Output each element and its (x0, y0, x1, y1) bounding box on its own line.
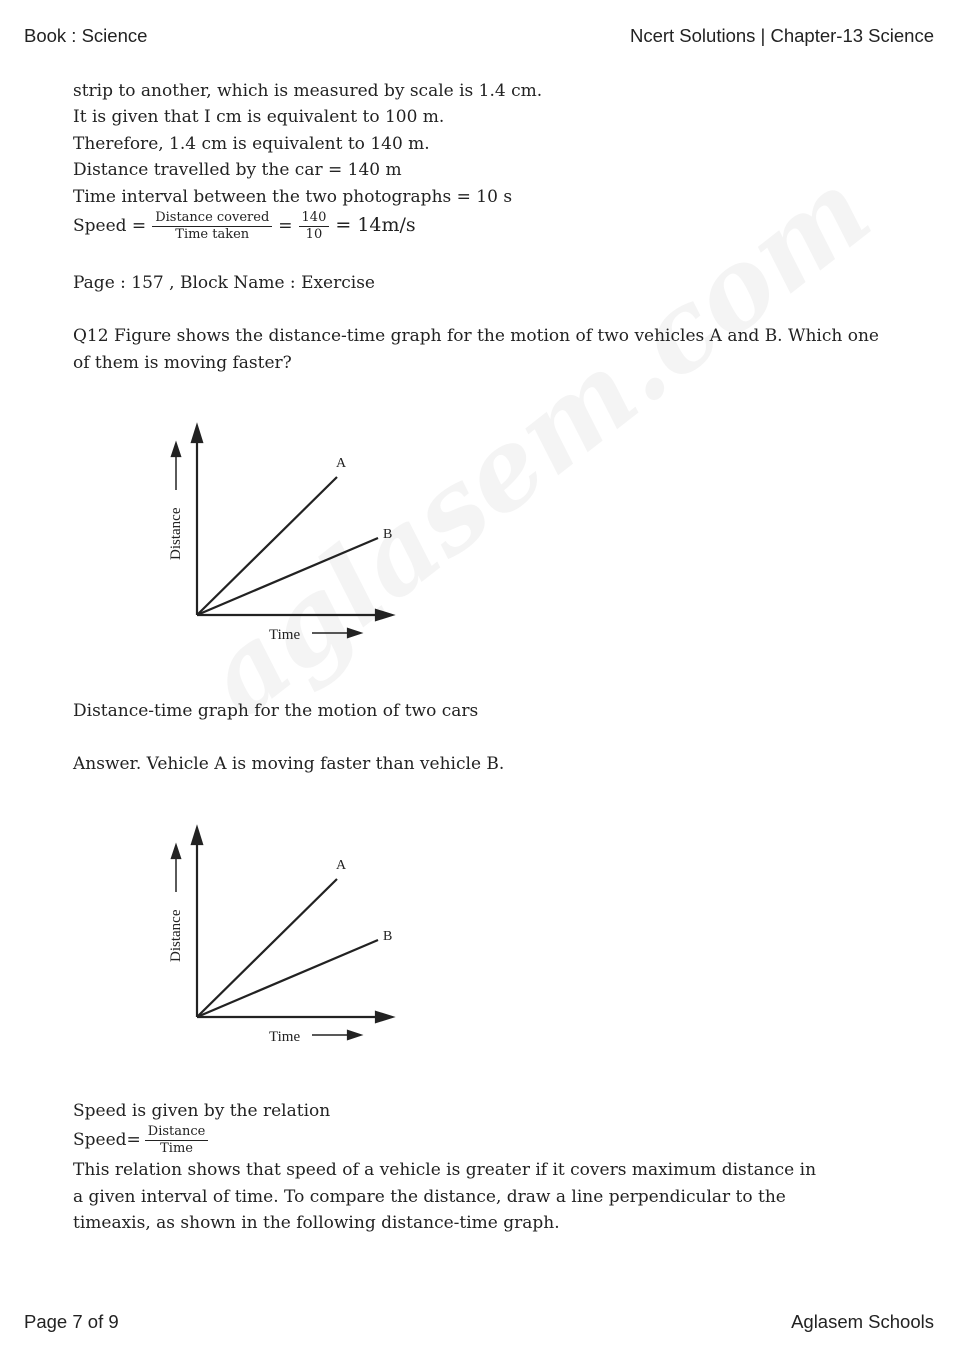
explanation-line: timeaxis, as shown in the following distance-time graph. (73, 1213, 560, 1233)
line-a (197, 477, 337, 615)
line-a (197, 879, 337, 1017)
label-b: B (383, 527, 393, 542)
footer-page-number: Page 7 of 9 (24, 1311, 119, 1332)
time-arrow-head (348, 1031, 360, 1039)
denominator: Time (160, 1141, 193, 1156)
fraction (145, 1124, 209, 1157)
body-line: Time interval between the two photographs = 10 s (73, 187, 513, 207)
x-axis-label: Time (269, 627, 301, 643)
speed-formula (73, 207, 416, 244)
body-line: strip to another, which is measured by scale is 1.4 cm. (73, 81, 543, 101)
distance-arrow-head (172, 444, 180, 456)
fraction (299, 210, 330, 243)
time-arrow-head (348, 629, 360, 637)
body-line: Therefore, 1.4 cm is equivalent to 140 m. (73, 134, 430, 154)
y-axis-label: Distance (168, 507, 184, 560)
label-a: A (336, 858, 347, 873)
formula-lhs: Speed= (73, 1130, 141, 1150)
figure-caption: Distance-time graph for the motion of two cars (73, 701, 479, 721)
distance-time-graph-2 (150, 822, 410, 1052)
body-line: Distance travelled by the car = 140 m (73, 160, 402, 180)
x-axis-label: Time (269, 1029, 301, 1045)
body-line: It is given that I cm is equivalent to 100 m. (73, 107, 445, 127)
formula-result: = 14m/s (335, 214, 416, 236)
distance-arrow-head (172, 846, 180, 858)
label-a: A (336, 456, 347, 471)
distance-time-graph (150, 420, 410, 650)
y-axis-arrow (192, 828, 202, 844)
denominator: Time taken (175, 227, 250, 242)
relation-formula (73, 1122, 214, 1158)
numerator: 140 (299, 210, 330, 227)
footer-publisher: Aglasem Schools (791, 1311, 934, 1332)
x-axis-arrow (376, 1012, 392, 1022)
line-b (197, 538, 378, 615)
x-axis-arrow (376, 610, 392, 620)
equals: = (278, 216, 293, 236)
answer: Answer. Vehicle A is moving faster than vehicle B. (73, 754, 505, 774)
question-line: of them is moving faster? (73, 353, 292, 373)
y-axis-arrow (192, 426, 202, 442)
fraction (152, 210, 272, 243)
relation-intro: Speed is given by the relation (73, 1101, 331, 1121)
line-b (197, 940, 378, 1017)
label-b: B (383, 929, 393, 944)
numerator: Distance (145, 1124, 209, 1141)
explanation-line: This relation shows that speed of a vehicle is greater if it covers maximum distance in (73, 1160, 817, 1180)
page-reference: Page : 157 , Block Name : Exercise (73, 273, 375, 293)
header-chapter: Ncert Solutions | Chapter-13 Science (629, 25, 934, 46)
formula-lhs: Speed = (73, 216, 147, 236)
question-line: Q12 Figure shows the distance-time graph for the motion of two vehicles A and B. Which one (73, 326, 879, 346)
explanation-line: a given interval of time. To compare the distance, draw a line perpendicular to the (73, 1187, 786, 1207)
denominator: 10 (305, 227, 323, 242)
header-book: Book : Science (24, 25, 148, 46)
y-axis-label: Distance (168, 909, 184, 962)
numerator: Distance covered (152, 210, 272, 227)
